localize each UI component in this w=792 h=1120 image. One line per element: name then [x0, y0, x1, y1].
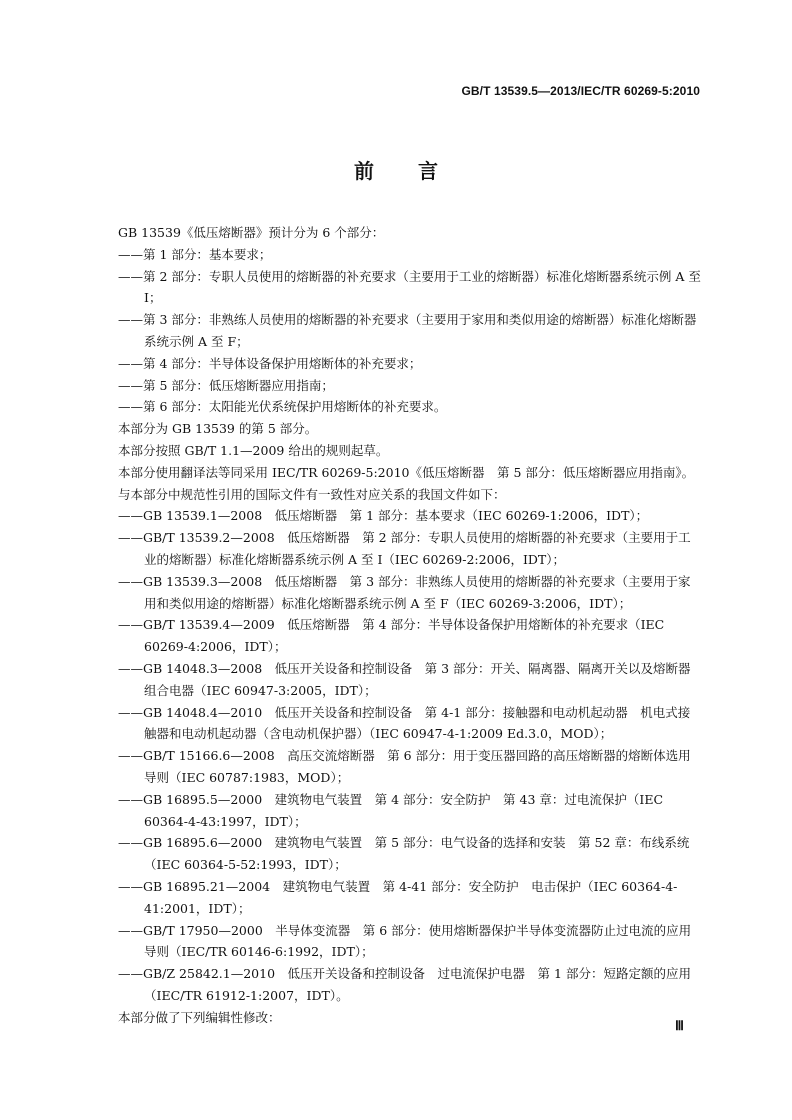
reference-list-item: ——GB 13539.3—2008 低压熔断器 第 3 部分：非熟练人员使用的熔断器的补充要求（主要用于家用和类似用途的熔断器）标准化熔断器系统示例 A 至 F（IEC 60269-3:2006，IDT）； [118, 573, 691, 611]
reference-list-item: ——GB 14048.4—2010 低压开关设备和控制设备 第 4-1 部分：接触器和电动机起动器 机电式接触器和电动机起动器（含电动机保护器）（IEC 60947-4-1:2009 Ed.3.0，MOD）； [118, 704, 691, 742]
reference-list-item: ——GB 16895.6—2000 建筑物电气装置 第 5 部分：电气设备的选择和安装 第 52 章：布线系统（IEC 60364-5-52:1993，IDT）； [118, 835, 690, 873]
intro-paragraph: GB 13539《低压熔断器》预计分为 6 个部分： [118, 225, 385, 240]
reference-list-item: ——GB/T 13539.4—2009 低压熔断器 第 4 部分：半导体设备保护用熔断体的补充要求（IEC 60269-4:2006，IDT）； [118, 617, 665, 655]
part-list-item: ——第 5 部分：低压熔断器应用指南； [118, 377, 334, 393]
reference-list-item: ——GB 13539.1—2008 低压熔断器 第 1 部分：基本要求（IEC 60269-1:2006，IDT）； [118, 508, 649, 524]
reference-list-item: ——GB/T 17950—2000 半导体变流器 第 6 部分：使用熔断器保护半导体变流器防止过电流的应用导则（IEC/TR 60146-6:1992，IDT）； [118, 922, 692, 960]
reference-list-item: ——GB 16895.21—2004 建筑物电气装置 第 4-41 部分：安全防护 电击保护（IEC 60364-4-41:2001，IDT）； [118, 878, 678, 916]
document-body [90, 222, 702, 1028]
reference-list-item: ——GB 16895.5—2000 建筑物电气装置 第 4 部分：安全防护 第 43 章：过电流保护（IEC 60364-4-43:1997，IDT）； [118, 791, 664, 829]
paragraph: 与本部分中规范性引用的国际文件有一致性对应关系的我国文件如下： [118, 486, 506, 502]
reference-list-item: ——GB/T 15166.6—2008 高压交流熔断器 第 6 部分：用于变压器回路的高压熔断器的熔断体选用导则（IEC 60787:1983，MOD）； [118, 748, 691, 785]
standard-code-header: GB/T 13539.5—2013/IEC/TR 60269-5:2010 [461, 84, 700, 98]
part-list-item: ——第 1 部分：基本要求； [118, 246, 272, 262]
part-list-item: ——第 4 部分：半导体设备保护用熔断体的补充要求； [118, 355, 422, 371]
paragraph: 本部分做了下列编辑性修改： [118, 1009, 281, 1025]
paragraph: 本部分为 GB 13539 的第 5 部分。 [118, 421, 318, 437]
part-list-item: ——第 3 部分：非熟练人员使用的熔断器的补充要求（主要用于家用和类似用途的熔断器）标准化熔断器系统示例 A 至 F； [118, 312, 697, 349]
paragraph: 本部分使用翻译法等同采用 IEC/TR 60269-5:2010《低压熔断器 第 5 部分：低压熔断器应用指南》。 [118, 464, 695, 480]
reference-list-item: ——GB/Z 25842.1—2010 低压开关设备和控制设备 过电流保护电器 第 1 部分：短路定额的应用（IEC/TR 61912-1:2007，IDT）。 [118, 966, 691, 1003]
part-list-item: ——第 6 部分：太阳能光伏系统保护用熔断体的补充要求。 [118, 399, 447, 415]
paragraph: 本部分按照 GB/T 1.1—2009 给出的规则起草。 [118, 442, 389, 458]
page-number: Ⅲ [675, 1018, 684, 1033]
reference-list-item: ——GB 14048.3—2008 低压开关设备和控制设备 第 3 部分：开关、隔离器、隔离开关以及熔断器组合电器（IEC 60947-3:2005，IDT）； [118, 660, 691, 698]
page-title: 前言 [354, 159, 482, 183]
reference-list-item: ——GB/T 13539.2—2008 低压熔断器 第 2 部分：专职人员使用的熔断器的补充要求（主要用于工业的熔断器）标准化熔断器系统示例 A 至 I（IEC 60269-2:2006，IDT）； [118, 530, 691, 567]
part-list-item: ——第 2 部分：专职人员使用的熔断器的补充要求（主要用于工业的熔断器）标准化熔断器系统示例 A 至 I； [118, 268, 701, 306]
